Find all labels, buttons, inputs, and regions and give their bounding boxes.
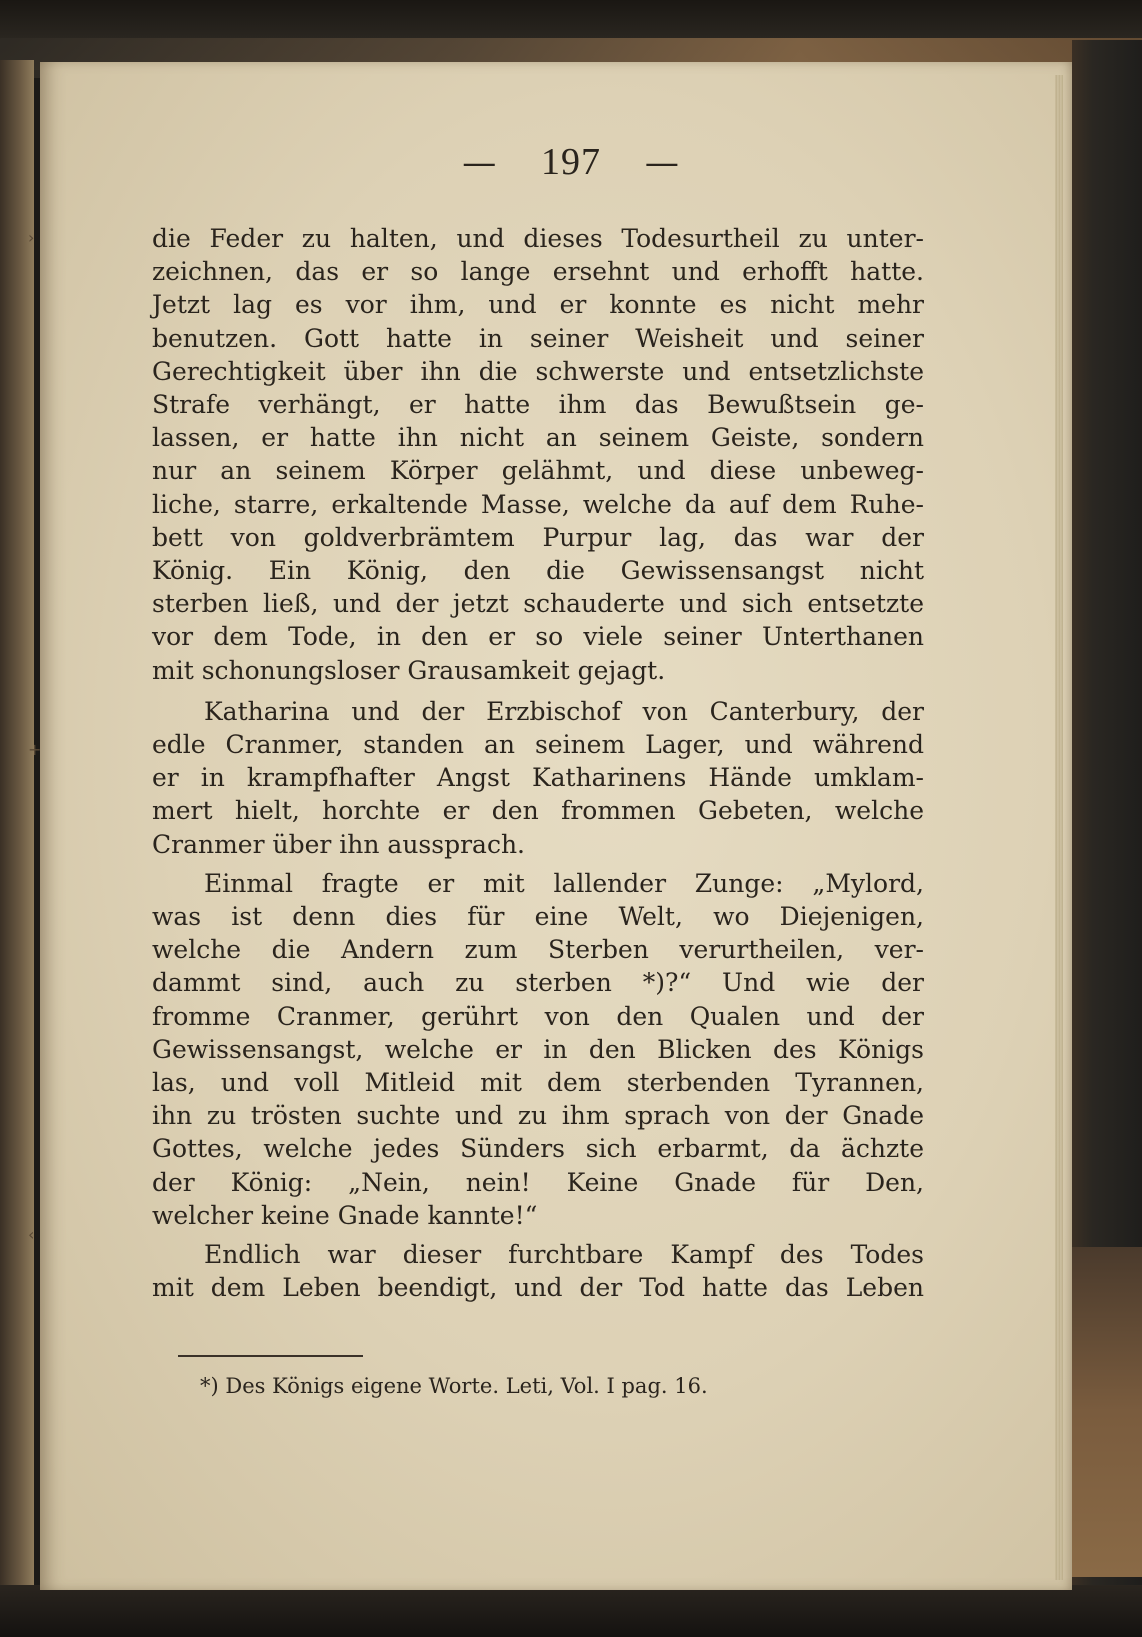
margin-mark: ‹	[28, 1225, 35, 1244]
text-line: nur an seinem Körper gelähmt, und diese unbeweg-	[152, 456, 924, 486]
text-line: Strafe verhängt, er hatte ihm das Bewußtsein ge-	[152, 390, 924, 420]
text-line: zeichnen, das er so lange ersehnt und erhofft hatte.	[152, 257, 924, 287]
body-text	[152, 222, 924, 1305]
text-line: las, und voll Mitleid mit dem sterbenden Tyrannen,	[152, 1068, 924, 1098]
text-line: Gerechtigkeit über ihn die schwerste und entsetzlichste	[152, 356, 924, 386]
text-line: mit dem Leben beendigt, und der Tod hatte das Leben	[152, 1273, 924, 1303]
text-line: vor dem Tode, in den er so viele seiner Unterthanen	[152, 622, 924, 652]
text-line: benutzen. Gott hatte in seiner Weisheit und seiner	[152, 323, 924, 353]
book-cover-bottom	[0, 1585, 1142, 1637]
text-line: mert hielt, horchte er den frommen Gebeten, welche	[152, 796, 924, 826]
footnote: *) Des Königs eigene Worte. Leti, Vol. I pag. 16.	[200, 1374, 708, 1398]
header-dash-left: —	[462, 143, 498, 183]
paragraph	[152, 695, 924, 861]
margin-mark: +	[28, 740, 42, 759]
text-line: Endlich war dieser furchtbare Kampf des Todes	[204, 1240, 924, 1270]
paragraph	[152, 1238, 924, 1304]
leather-corner	[1070, 1247, 1142, 1577]
paragraph	[152, 222, 924, 687]
text-line: Einmal fragte er mit lallender Zunge: „Mylord,	[204, 868, 924, 898]
text-line: die Feder zu halten, und dieses Todesurtheil zu unter-	[152, 224, 924, 253]
text-line: fromme Cranmer, gerührt von den Qualen und der	[152, 1001, 924, 1031]
text-line: welcher keine Gnade kannte!“	[152, 1200, 538, 1230]
paragraph	[152, 867, 924, 1232]
text-line: was ist denn dies für eine Welt, wo Diejenigen,	[152, 902, 924, 932]
text-line: Gottes, welche jedes Sünders sich erbarmt, da ächzte	[152, 1134, 924, 1164]
text-line: sterben ließ, und der jetzt schauderte und sich entsetzte	[152, 589, 924, 619]
text-line: lassen, er hatte ihn nicht an seinem Geiste, sondern	[152, 423, 924, 453]
text-line: welche die Andern zum Sterben verurtheilen, ver-	[152, 935, 924, 965]
page-number: 197	[541, 141, 601, 183]
text-line: mit schonungsloser Grausamkeit gejagt.	[152, 655, 666, 685]
page-edges	[1055, 75, 1063, 1580]
text-line: dammt sind, auch zu sterben *)?“ Und wie der	[152, 968, 924, 998]
text-line: ihn zu trösten suchte und zu ihm sprach von der Gnade	[152, 1101, 924, 1131]
page-header	[0, 140, 1142, 184]
text-line: Cranmer über ihn aussprach.	[152, 829, 525, 859]
book-spine-left	[0, 60, 34, 1605]
text-line: der König: „Nein, nein! Keine Gnade für Den,	[152, 1167, 924, 1197]
text-line: er in krampfhafter Angst Katharinens Hände umklam-	[152, 763, 924, 793]
footnote-rule	[178, 1355, 363, 1357]
text-line: König. Ein König, den die Gewissensangst nicht	[152, 556, 924, 586]
text-line: Jetzt lag es vor ihm, und er konnte es nicht mehr	[152, 290, 924, 320]
text-line: liche, starre, erkaltende Masse, welche da auf dem Ruhe-	[152, 489, 924, 519]
text-line: Gewissensangst, welche er in den Blicken des Königs	[152, 1034, 924, 1064]
text-line: edle Cranmer, standen an seinem Lager, und während	[152, 730, 924, 760]
text-line: Katharina und der Erzbischof von Canterbury, der	[204, 696, 924, 726]
header-dash-right: —	[644, 143, 680, 183]
text-line: bett von goldverbrämtem Purpur lag, das war der	[152, 522, 924, 552]
margin-mark: ›	[28, 228, 35, 247]
